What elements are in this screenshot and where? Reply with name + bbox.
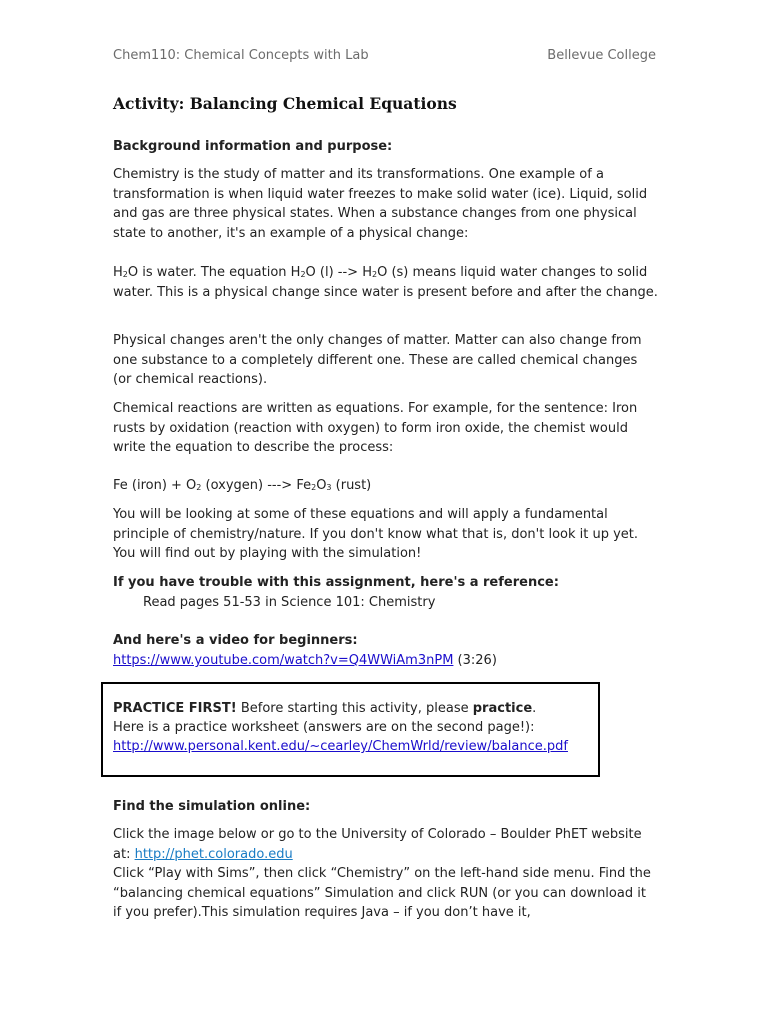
water-paragraph: $H_2O$ is water. The equation $H_2O$ (l) --> $H_2O$ (s) means liquid water changes to solid water. This is a physical change since water is present before and after the change. (113, 265, 658, 300)
background-paragraph-3: Physical changes aren't the only changes of matter. Matter can also change from one substance to a completely different one. These are called chemical changes (or chemical reactions). (113, 333, 642, 387)
simulation-paragraph-2: Click “Play with Sims”, then click “Chemistry” on the left-hand side menu. Find the “balancing chemical equations” Simulation and click RUN (or you can download it if you prefer).This simulation requires Java – if you don’t have it, (113, 866, 651, 920)
rust-equation: Fe (iron) + $O_2$ (oxygen) ---> $Fe_2O_3$ (rust) (113, 478, 372, 493)
practice-line-2: Here is a practice worksheet (answers are on the second page!): (113, 720, 535, 735)
simulation-paragraph-1: Click the image below or go to the University of Colorado – Boulder PhET website at: http://phet.colorado.edu (113, 827, 642, 862)
background-heading: Background information and purpose: (113, 139, 393, 154)
video-heading: And here's a video for beginners: (113, 633, 358, 648)
phet-link[interactable]: http://phet.colorado.edu (134, 846, 293, 862)
reference-heading: If you have trouble with this assignment, here's a reference: (113, 575, 559, 590)
video-link[interactable]: https://www.youtube.com/watch?v=Q4WWiAm3nPM (113, 653, 454, 668)
video-line (113, 651, 658, 671)
practice-line-1: PRACTICE FIRST! Before starting this activity, please practice. (113, 701, 537, 716)
practice-link-line (113, 737, 658, 757)
video-duration: (3:26) (453, 653, 497, 668)
page-title: Activity: Balancing Chemical Equations (113, 94, 457, 113)
reference-text: Read pages 51-53 in Science 101: Chemistry (143, 595, 436, 610)
course-name: Chem110: Chemical Concepts with Lab (113, 48, 369, 63)
simulation-heading: Find the simulation online: (113, 799, 311, 814)
background-paragraph-1: Chemistry is the study of matter and its transformations. One example of a transformation is when liquid water freezes to make solid water (ice). Liquid, solid and gas are three physical states. When a substance changes from one physical state to another, it's an example of a physical change: (113, 167, 648, 241)
practice-worksheet-link[interactable]: http://www.personal.kent.edu/~cearley/ChemWrld/review/balance.pdf (113, 739, 568, 754)
background-paragraph-5: You will be looking at some of these equations and will apply a fundamental principle of chemistry/nature. If you don't know what that is, don't look it up yet. You will find out by playing with the simulation! (113, 507, 639, 561)
practice-lead: PRACTICE FIRST! (113, 701, 237, 716)
college-name: Bellevue College (547, 48, 656, 63)
background-paragraph-4: Chemical reactions are written as equations. For example, for the sentence: Iron rusts by oxidation (reaction with oxygen) to form iron oxide, the chemist would write the equation to describe the process: (113, 401, 638, 455)
